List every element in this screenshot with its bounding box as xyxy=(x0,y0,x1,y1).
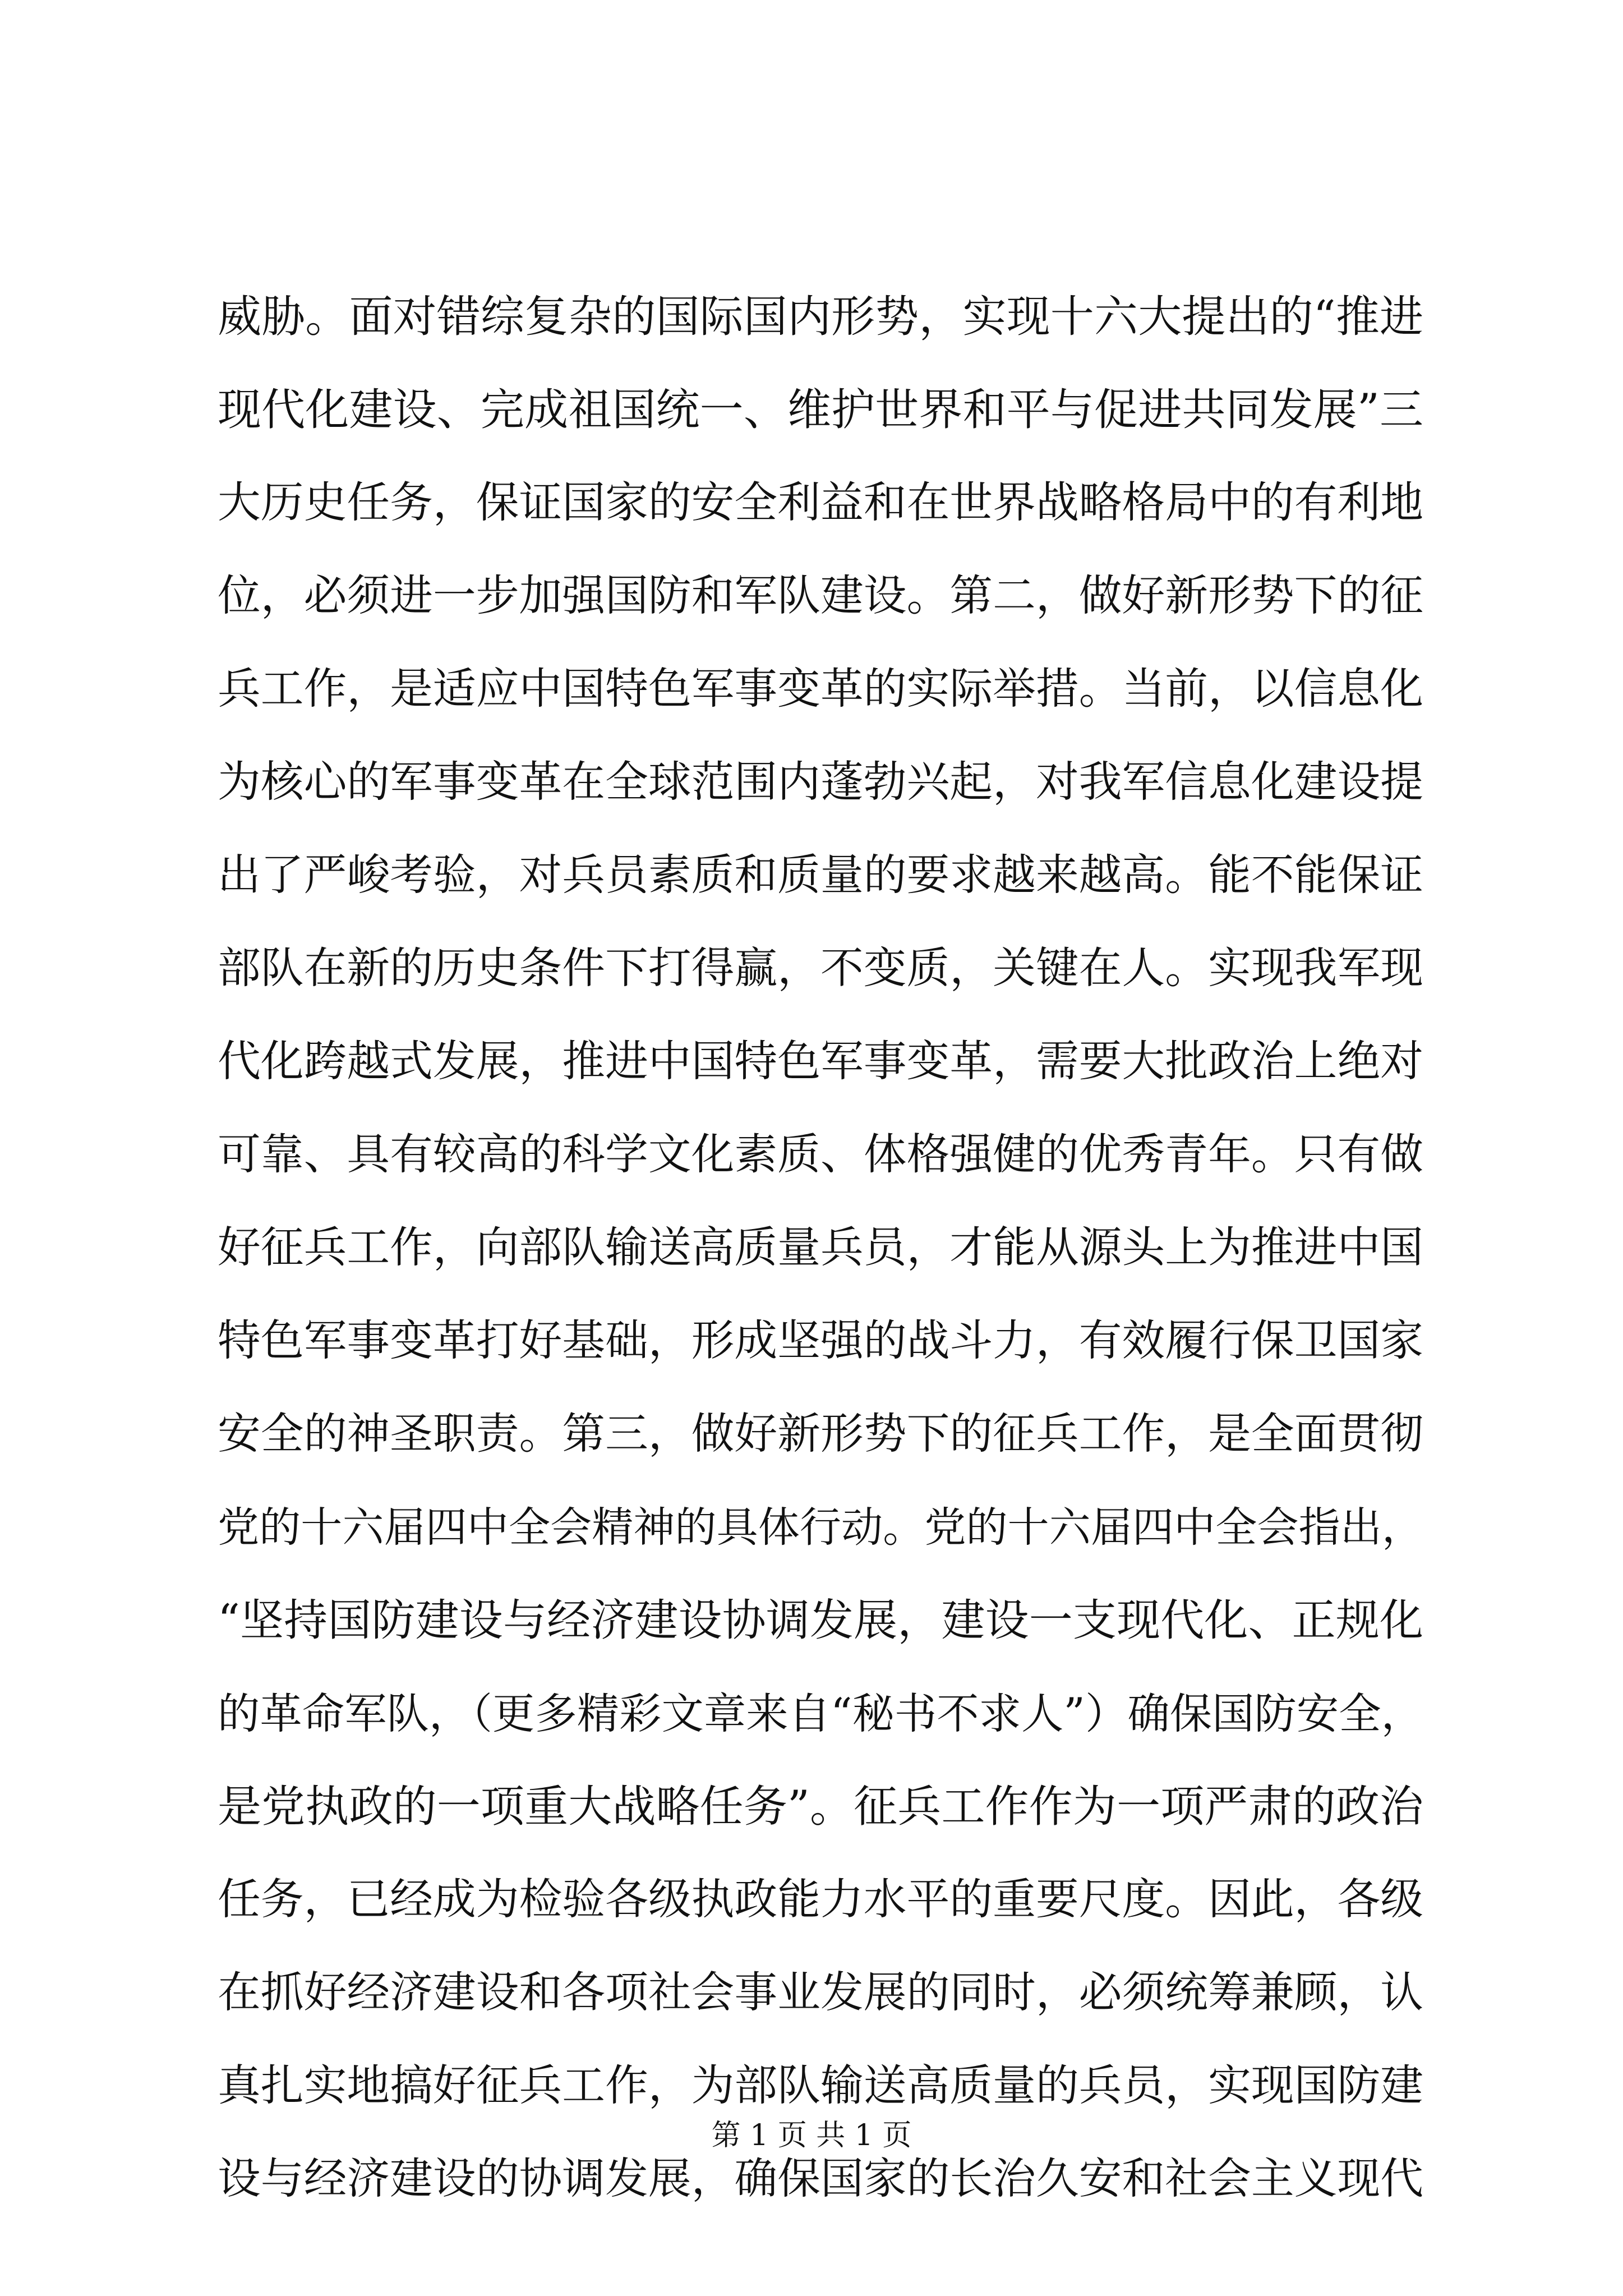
text-line: 代化跨越式发展，推进中国特色军事变革，需要大批政治上绝对 xyxy=(218,1037,1423,1087)
text-line: 真扎实地搞好征兵工作，为部队输送高质量的兵员，实现国防建 xyxy=(218,2061,1423,2111)
text-line: 兵工作，是适应中国特色军事变革的实际举措。当前，以信息化 xyxy=(218,664,1423,714)
text-line: 为核心的军事变革在全球范围内蓬勃兴起，对我军信息化建设提 xyxy=(218,757,1423,807)
text-line: 大历史任务，保证国家的安全利益和在世界战略格局中的有利地 xyxy=(218,478,1423,528)
text-line: 出了严峻考验，对兵员素质和质量的要求越来越高。能不能保证 xyxy=(218,850,1423,900)
body-text xyxy=(218,270,1423,2226)
text-line: 现代化建设、完成祖国统一、维护世界和平与促进共同发展”三 xyxy=(218,385,1423,435)
text-line: 好征兵工作，向部队输送高质量兵员，才能从源头上为推进中国 xyxy=(218,1223,1423,1273)
text-line: 的革命军队，（更多精彩文章来自“秘书不求人”）确保国防安全， xyxy=(218,1689,1423,1738)
text-line: 部队在新的历史条件下打得赢，不变质，关键在人。实现我军现 xyxy=(218,944,1423,993)
text-line: 位，必须进一步加强国防和军队建设。第二，做好新形势下的征 xyxy=(218,571,1423,621)
text-line: 在抓好经济建设和各项社会事业发展的同时，必须统筹兼顾，认 xyxy=(218,1968,1423,2018)
text-line: 安全的神圣职责。第三，做好新形势下的征兵工作，是全面贯彻 xyxy=(218,1409,1423,1459)
text-line: 设与经济建设的协调发展，确保国家的长治久安和社会主义现代 xyxy=(218,2154,1423,2204)
text-line: 任务，已经成为检验各级执政能力水平的重要尺度。因此，各级 xyxy=(218,1875,1423,1925)
text-line: 可靠、具有较高的科学文化素质、体格强健的优秀青年。只有做 xyxy=(218,1130,1423,1180)
text-line: 是党执政的一项重大战略任务”。征兵工作作为一项严肃的政治 xyxy=(218,1782,1423,1832)
text-line: “坚持国防建设与经济建设协调发展，建设一支现代化、正规化 xyxy=(218,1595,1423,1646)
text-line: 特色军事变革打好基础，形成坚强的战斗力，有效履行保卫国家 xyxy=(218,1316,1423,1366)
text-line: 威胁。面对错综复杂的国际国内形势，实现十六大提出的“推进 xyxy=(218,292,1423,342)
text-line: 党的十六届四中全会精神的具体行动。党的十六届四中全会指出， xyxy=(218,1503,1423,1552)
page-number-footer: 第 1 页 共 1 页 xyxy=(711,2119,912,2152)
